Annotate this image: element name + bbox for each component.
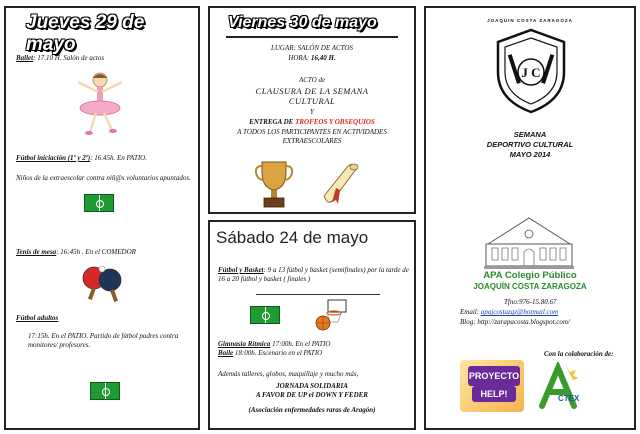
email-link[interactable]: apajcostazgz@hotmail.com xyxy=(480,308,559,316)
futbol-adultos-line xyxy=(16,314,196,323)
viernes-header: Viernes 30 de mayo xyxy=(228,14,377,31)
gimnasia-text: 17:00h. En el PATIO xyxy=(270,340,331,348)
blog-link[interactable]: http://zarapacosta.blogspot.com/ xyxy=(477,318,570,326)
sabado-header: Sábado 24 de mayo xyxy=(216,228,369,247)
football-field-icon xyxy=(250,306,280,324)
semana-line-3: MAYO 2014 xyxy=(509,150,551,159)
football-field-icon xyxy=(84,194,114,212)
entrega-highlight: TROFEOS Y OBSEQUIOS xyxy=(295,118,375,126)
email-line xyxy=(460,308,630,317)
ping-pong-icon xyxy=(80,264,124,304)
ademas-text: Además talleres, globos, maquillaje y mucho más, xyxy=(218,370,359,378)
jornada-title: JORNADA SOLIDARIA xyxy=(276,382,348,390)
proyecto-help-logo xyxy=(460,360,524,412)
ballet-text: : 17.10 H. Salón de actos xyxy=(33,54,105,62)
trophy-icon xyxy=(254,158,294,210)
panel-jueves xyxy=(4,6,200,430)
panel-sabado xyxy=(208,220,416,430)
ballet-line xyxy=(16,54,196,63)
lugar-text: LUGAR: SALÓN DE ACTOS xyxy=(270,44,353,52)
actex-logo xyxy=(536,362,584,412)
panel-cover xyxy=(424,6,636,430)
y-text: Y xyxy=(310,108,314,116)
ballet-label: Ballet xyxy=(16,54,34,62)
email-label: Email: xyxy=(460,308,481,316)
baile-line xyxy=(218,349,412,358)
proyecto-label: PROYECTO xyxy=(468,366,520,386)
apa-title: APA Colegio Público xyxy=(483,270,577,281)
futbol-adultos-label: Fútbol adultos xyxy=(16,314,59,322)
school-building-icon xyxy=(482,214,576,270)
futbol-iniciacion-note: Niños de la extraescolar contra niñ@s voluntarios apuntados. xyxy=(16,174,191,182)
futbol-iniciacion-text: : 16.45h. En PATIO. xyxy=(90,154,147,162)
jueves-header: Jueves 29 de mayo xyxy=(26,12,145,55)
baile-text: 18:00h. Escenario en el PATIO xyxy=(233,349,323,357)
basketball-hoop-icon xyxy=(314,298,348,332)
entrega-prefix: ENTREGA DE xyxy=(249,118,296,126)
tenis-text: : 16:45h . En el COMEDOR xyxy=(56,248,136,256)
futbol-basket-text: : 9 a 13 fútbol y basket (semifinales) por la tarde de 16 a 20 fútbol y basket ( finales ) xyxy=(218,266,409,283)
hora-value: 16,40 H. xyxy=(311,54,336,62)
school-crest-icon xyxy=(494,28,568,114)
actex-text: CTEX xyxy=(558,394,580,403)
futbol-basket-line xyxy=(218,266,412,284)
semana-line-1: SEMANA xyxy=(513,130,547,139)
diploma-icon xyxy=(318,160,362,208)
actex-a-icon xyxy=(536,362,584,412)
blog-line xyxy=(460,318,630,327)
gimnasia-label: Gimnasia Rítmica xyxy=(218,340,271,348)
colaboracion-text: Con la colaboración de: xyxy=(544,350,614,358)
tfno-text: Tfno:976-15.80.67 xyxy=(504,298,557,306)
panel-viernes xyxy=(208,6,416,214)
ballerina-icon xyxy=(70,68,130,138)
futbol-iniciacion-line xyxy=(16,154,196,163)
football-field-icon xyxy=(90,382,120,400)
tenis-label: Tenis de mesa xyxy=(16,248,57,256)
futbol-adultos-text: 17:15h. En el PATIO. Partido de fútbol padres contra monitores/ profesores. xyxy=(28,332,179,349)
divider xyxy=(256,294,380,295)
crest-ring-text: JOAQUÍN COSTA ZARAGOZA xyxy=(487,18,573,23)
tenis-line xyxy=(16,248,196,257)
crest-letters: J C xyxy=(521,65,541,80)
header-divider xyxy=(226,36,398,38)
semana-line-2: DEPORTIVO CULTURAL xyxy=(486,140,574,149)
gimnasia-line xyxy=(218,340,412,349)
blog-label: Blog: xyxy=(460,318,478,326)
hora-prefix: HORA: xyxy=(288,54,312,62)
hora-line xyxy=(210,54,414,63)
participantes-text: A TODOS LOS PARTICIPANTES EN ACTIVIDADES EXTRAESCOLARES xyxy=(237,128,387,145)
asociacion-text: (Asociación enfermedades raras de Aragón) xyxy=(248,406,376,414)
futbol-iniciacion-label: Fútbol iniciación (1º y 2º) xyxy=(16,154,91,162)
jornada-subtitle: A FAVOR DE UP el DOWN Y FEDER xyxy=(256,391,368,399)
help-label: HELP! xyxy=(472,386,516,402)
baile-label: Baile xyxy=(218,349,234,357)
apa-subtitle: JOAQUÍN COSTA ZARAGOZA xyxy=(473,282,587,291)
semana-title xyxy=(426,130,634,160)
clausura-text: CLAUSURA DE LA SEMANA CULTURAL xyxy=(255,86,369,106)
futbol-basket-label: Fútbol y Basket xyxy=(218,266,264,274)
acto-text: ACTO de xyxy=(298,76,326,84)
entrega-line xyxy=(210,118,414,127)
